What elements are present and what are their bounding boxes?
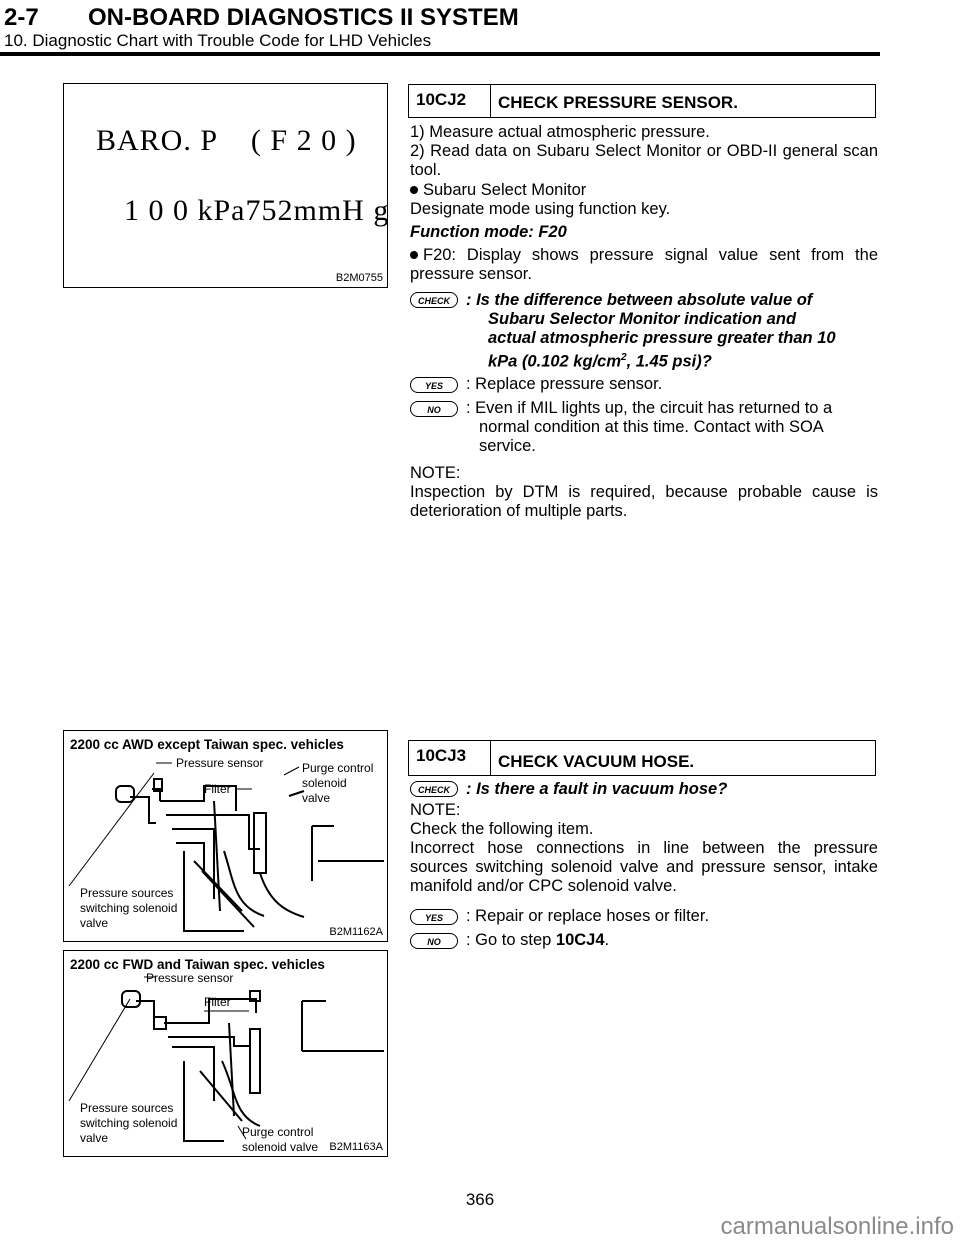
note-label: NOTE: <box>410 464 461 482</box>
figure-code: B2M0755 <box>335 272 383 284</box>
yes-icon: YES <box>410 377 458 393</box>
function-mode: Function mode: F20 <box>410 223 567 241</box>
label-pressure-sources: Pressure sources <box>80 1101 174 1115</box>
label-filter: Filter <box>204 995 231 1009</box>
note-text: Inspection by DTM is required, because probable cause is deterioration of multiple parts. <box>410 483 878 520</box>
instruction-1: 1) Measure actual atmospheric pressure. <box>410 123 710 141</box>
label-valve: valve <box>302 791 331 805</box>
step-title: CHECK VACUUM HOSE. <box>498 752 695 771</box>
step-header-10cj2 <box>408 84 876 118</box>
no-icon: NO <box>410 933 458 949</box>
note-line-1: Check the following item. <box>410 820 594 838</box>
designate-text: Designate mode using function key. <box>410 200 671 218</box>
section-number: 2-7 <box>4 4 39 31</box>
check-icon: CHECK <box>410 781 458 797</box>
figure-title: 2200 cc AWD except Taiwan spec. vehicles <box>70 737 344 752</box>
page-number: 366 <box>465 1190 495 1209</box>
label-purge-control: Purge control <box>242 1125 314 1139</box>
check-question: : Is there a fault in vacuum hose? <box>466 780 728 798</box>
check-question: : Is the difference between absolute value of Subaru Selector Monitor indication and actual atmospheric pressure greater than 10 kPa (0.102 $kg/cm^2$, 1.45 psi)? <box>466 291 836 371</box>
label-valve: valve <box>80 1131 109 1145</box>
label-pressure-sensor: Pressure sensor <box>176 756 264 770</box>
page-subtitle: 10. Diagnostic Chart with Trouble Code for LHD Vehicles <box>4 31 432 50</box>
bullet-icon <box>410 251 418 259</box>
label-purge-control: Purge control <box>302 761 374 775</box>
baro-display-figure <box>63 83 388 288</box>
label-switching-solenoid: switching solenoid <box>80 901 178 915</box>
note-label: NOTE: <box>410 801 461 819</box>
page-title: ON-BOARD DIAGNOSTICS II SYSTEM <box>88 4 519 31</box>
step-title: CHECK PRESSURE SENSOR. <box>498 93 738 112</box>
baro-line-1: BARO. P ( F 2 0 ) <box>96 124 357 157</box>
no-answer: : Go to step 10CJ4. <box>466 931 610 949</box>
yes-answer: : Repair or replace hoses or filter. <box>466 907 710 925</box>
awd-hose-diagram <box>63 730 388 942</box>
step-id: 10CJ2 <box>409 85 491 117</box>
yes-icon: YES <box>410 909 458 925</box>
figure-code: B2M1163A <box>329 1141 383 1153</box>
bullet-icon <box>410 186 418 194</box>
label-filter: Filter <box>204 782 231 796</box>
label-solenoid: solenoid <box>302 776 347 790</box>
next-step-ref: 10CJ4 <box>555 931 605 949</box>
no-icon: NO <box>410 401 458 417</box>
figure-code: B2M1162A <box>329 926 383 938</box>
bullet-f20: F20: Display shows pressure signal value sent from the pressure sensor. <box>410 246 878 283</box>
bullet-select-monitor: Subaru Select Monitor <box>410 181 878 200</box>
label-valve-2: valve <box>80 916 109 930</box>
step-id: 10CJ3 <box>409 741 491 775</box>
label-pressure-sensor: Pressure sensor <box>146 971 234 985</box>
label-solenoid-valve: solenoid valve <box>242 1140 319 1154</box>
no-answer: : Even if MIL lights up, the circuit has returned to a normal condition at this time. Contact with SOA service. <box>466 399 833 455</box>
header-rule <box>0 52 880 56</box>
watermark: carmanualsonline.info <box>720 1213 954 1240</box>
baro-line-2: 1 0 0 kPa752mmH g <box>124 194 390 227</box>
figure-title: 2200 cc FWD and Taiwan spec. vehicles <box>70 957 325 972</box>
check-icon: CHECK <box>410 292 458 308</box>
label-pressure-sources: Pressure sources <box>80 886 174 900</box>
note-line-2: Incorrect hose connections in line between the pressure sources switching solenoid valve and pressure sensor, intake manifold and/or CPC solenoid valve. <box>410 839 878 895</box>
fwd-hose-diagram <box>63 950 388 1157</box>
label-switching-solenoid: switching solenoid <box>80 1116 178 1130</box>
step-header-10cj3 <box>408 740 876 776</box>
instruction-2: 2) Read data on Subaru Select Monitor or OBD-II general scan tool. <box>410 142 878 179</box>
yes-answer: : Replace pressure sensor. <box>466 375 663 393</box>
